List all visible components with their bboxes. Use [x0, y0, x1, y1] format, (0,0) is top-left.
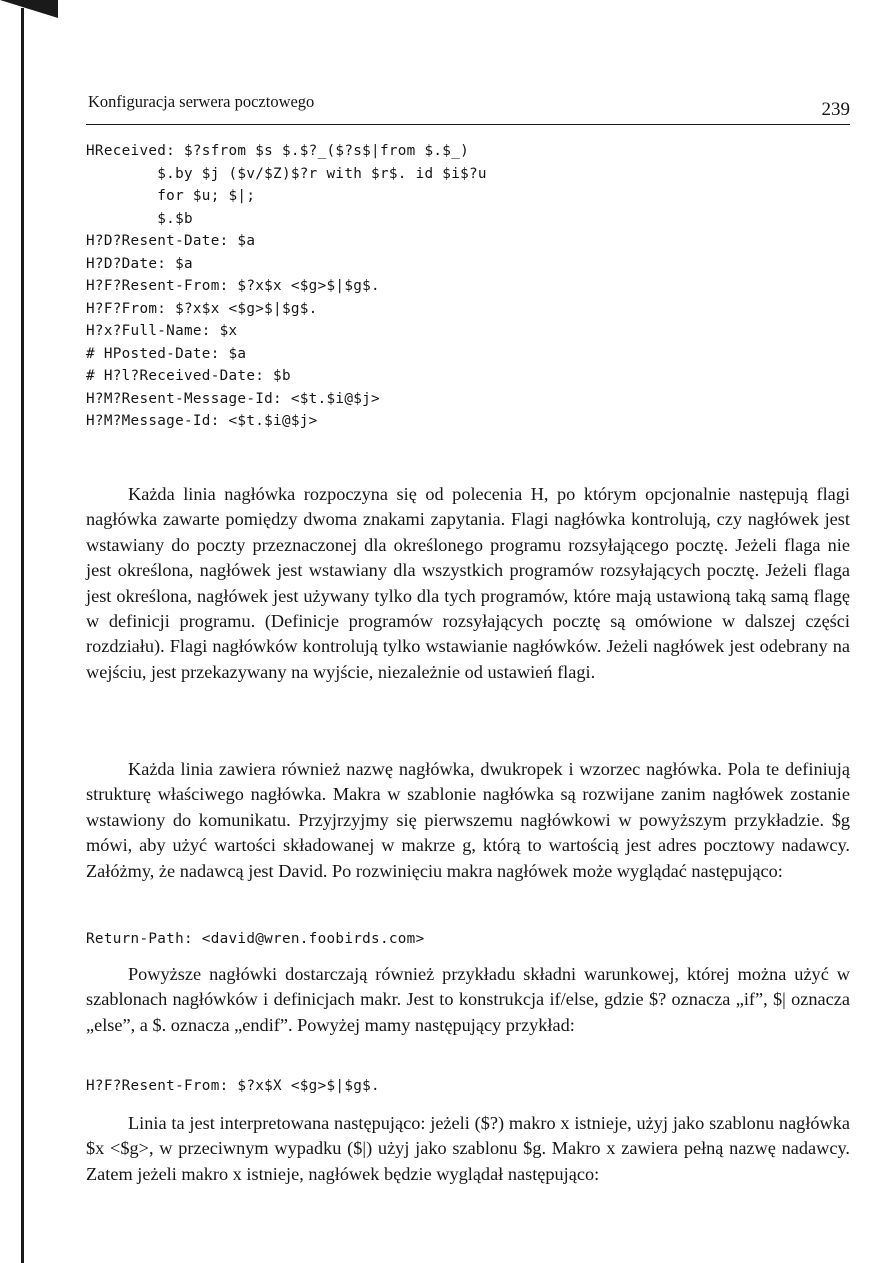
return-path-example: Return-Path: <david@wren.foobirds.com> [86, 931, 425, 947]
paragraph-conditional-syntax: Powyższe nagłówki dostarczają również przykładu składni warunkowej, której można użyć w szablonach nagłówków i definicjach makr. Jest to konstrukcja if/else, gdzie $? oznacza „if”, $| oznacza „else”, a $. oznacza „endif”. Powyżej mamy następujący przykład: [86, 964, 850, 1035]
binding-corner-mark [0, 0, 58, 18]
running-title: Konfiguracja serwera pocztowego [88, 92, 315, 111]
paragraph-header-flags: Każda linia nagłówka rozpoczyna się od polecenia H, po którym opcjonalnie następują flagi nagłówka zawarte pomiędzy dwoma znakami zapytania. Flagi nagłówka kontrolują, czy nagłówek jest wstawiany do poczty przeznaczonej dla określonego programu rozsyłającego pocztę. Jeżeli flaga nie jest określona, nagłówek jest wstawiany dla wszystkich programów rozsyłających pocztę. Jeżeli flaga jest określona, nagłówek jest używany tylko dla tych programów, które mają ustawioną taką samą flagę w definicji programu. (Definicje programów rozsyłających pocztę są omówione w dalszej części rozdziału). Flagi nagłówków kontrolują tylko wstawianie nagłówków. Jeżeli nagłówek jest odebrany na wejściu, jest przekazywany na wyjście, niezależnie od ustawień flagi. [86, 484, 850, 682]
page-header [86, 90, 850, 125]
header-config-code-block: HReceived: $?sfrom $s $.$?_($?s$|from $.$_) $.by $j ($v/$Z)$?r with $r$. id $i$?u for $u; $|; $.$b H?D?Resent-Date: $a H?D?Date: $a H?F?Resent-From: $?x$x <$g>$|$g$. H?F?From: $?x$x <$g>$|$g$. H?x?Full-Name: $x # HPosted-Date: $a # H?l?Received-Date: $b H?M?Resent-Message-Id: <$t.$i@$j> H?M?Message-Id: <$t.$i@$j> [86, 143, 487, 429]
resent-from-example: H?F?Resent-From: $?x$X <$g>$|$g$. [86, 1078, 380, 1094]
paragraph-header-fields: Każda linia zawiera również nazwę nagłówka, dwukropek i wzorzec nagłówka. Pola te definiują strukturę właściwego nagłówka. Makra w szablonie nagłówka są rozwijane zanim nagłówek zostanie wstawiony do komunikatu. Przyjrzyjmy się pierwszemu nagłówkowi w powyższym przykładzie. $g mówi, aby użyć wartości składowanej w makrze g, którą to wartością jest adres pocztowy nadawcy. Załóżmy, że nadawcą jest David. Po rozwinięciu makra nagłówek może wyglądać następująco: [86, 759, 850, 881]
page-number: 239 [821, 99, 850, 120]
page-binding-edge [21, 8, 24, 1263]
paragraph-interpretation: Linia ta jest interpretowana następująco: jeżeli ($?) makro x istnieje, użyj jako szablonu nagłówka $x <$g>, w przeciwnym wypadku ($|) użyj jako szablonu $g. Makro x zawiera pełną nazwę nadawcy. Zatem jeżeli makro x istnieje, nagłówek będzie wyglądał następująco: [86, 1113, 850, 1184]
